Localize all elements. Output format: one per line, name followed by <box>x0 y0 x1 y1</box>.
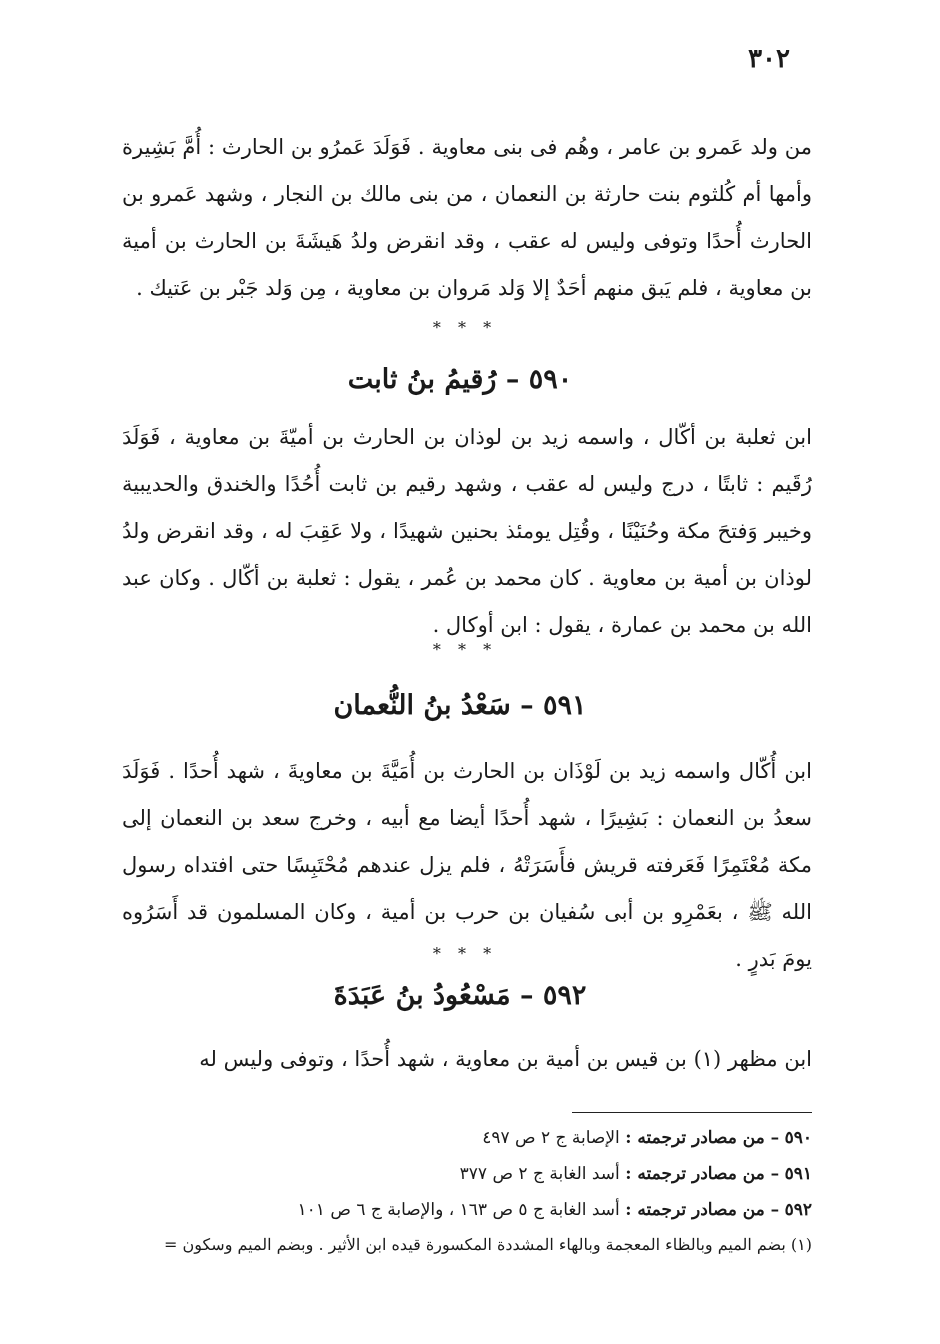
intro-paragraph-text: من ولد عَمرو بن عامر ، وهُم فى بنى معاوية . فَوَلَدَ عَمرُو بن الحارث : أُمَّ بَشِيرة وأمها أم كُلثوم بنت حارثة بن النعمان ، من بنى مالك بن النجار ، وشهد عَمرو بن الحارث أُحدًا وتوفى وليس له عقب ، وقد انقرض ولدُ هَيشَةَ بن الحارث بن أمية بن معاوية ، فلم يَبق منهم أحَدٌ إلا وَلد مَروان بن معاوية ، مِن وَلد جَبْر بن عَتيك . <box>122 135 812 300</box>
entry-text-592 <box>122 1036 812 1083</box>
page-number: ٣٠٢ <box>748 44 790 74</box>
entry-heading-590: ٥٩٠ – رُقيمُ بنُ ثابت <box>347 364 573 395</box>
entry-text-590 <box>122 414 812 649</box>
entry-paragraph: ابن مظهر (١) بن قيس بن أمية بن معاوية ، شهد أُحدًا ، وتوفى وليس له <box>199 1047 812 1071</box>
entry-paragraph: ابن ثعلبة بن أكّال ، واسمه زيد بن لوذان بن الحارث بن أميّةَ بن معاوية ، فَوَلَدَ رُقَيم : ثابتًا ، درج وليس له عقب ، وشهد رقيم بن ثابت أُحُدًا والخندق والحديبية وخيبر وَفتحَ مكة وحُنَيْنًا ، وقُتِل يومئذ بحنين شهيدًا ، ولا عَقِبَ له ، وقد انقرض ولدُ لوذان بن أمية بن معاوية . كان محمد بن عُمر ، يقول : ثعلبة بن أكّال . وكان عبد الله بن محمد بن عمارة ، يقول : ابن أوكال . <box>122 425 812 637</box>
footnote-source: أسد الغابة ج ٥ ص ١٦٣ ، والإصابة ج ٦ ص ١٠١ <box>297 1200 620 1220</box>
footnote-number: ٥٩١ <box>784 1164 812 1184</box>
footnote-590 <box>122 1120 812 1156</box>
footnotes <box>122 1120 812 1262</box>
intro-paragraph <box>122 124 812 312</box>
footnote-592 <box>122 1192 812 1228</box>
footnote-591 <box>122 1156 812 1192</box>
footnote-label: – من مصادر ترجمته : <box>625 1164 780 1184</box>
footnote-number: ٥٩٠ <box>784 1128 812 1148</box>
footnote-label: – من مصادر ترجمته : <box>625 1200 780 1220</box>
footnote-label: – من مصادر ترجمته : <box>625 1128 780 1148</box>
footnote-source: أسد الغابة ج ٢ ص ٣٧٧ <box>459 1164 620 1184</box>
footnote-source: الإصابة ج ٢ ص ٤٩٧ <box>482 1128 620 1148</box>
entry-heading-591: ٥٩١ – سَعْدُ بنُ النُّعمان <box>333 690 587 721</box>
footnote-number: ٥٩٢ <box>784 1200 812 1220</box>
footnote-note: (١) بضم الميم وبالظاء المعجمة وبالهاء المشددة المكسورة قيده ابن الأثير . وبضم الميم وسكون = <box>163 1235 812 1254</box>
section-separator: * * * <box>432 640 498 659</box>
footnote-divider <box>572 1112 812 1113</box>
entry-paragraph: ابن أُكّال واسمه زيد بن لَوْذَان بن الحارث بن أُمَيَّةَ بن معاويةَ ، شهد أُحدًا . فَوَلَدَ سعدُ بن النعمان : بَشِيرًا ، شهد أُحدًا أيضا مع أبيه ، وخرج سعد بن النعمان إلى مكة مُعْتَمِرًا فَعَرفته قريش فأَسَرَتْهُ ، فلم يزل عندهم مُحْتَبِسًا حتى افتداه رسول الله ﷺ ، بعَمْرِو بن أبى سُفيان بن حرب بن أمية ، وكان المسلمون قد أَسَرُوه يومَ بَدرٍ . <box>122 759 812 971</box>
section-separator: * * * <box>432 318 498 337</box>
entry-heading-592: ٥٩٢ – مَسْعُودُ بنُ عَبَدَةَ <box>333 980 587 1011</box>
section-separator: * * * <box>432 944 498 963</box>
